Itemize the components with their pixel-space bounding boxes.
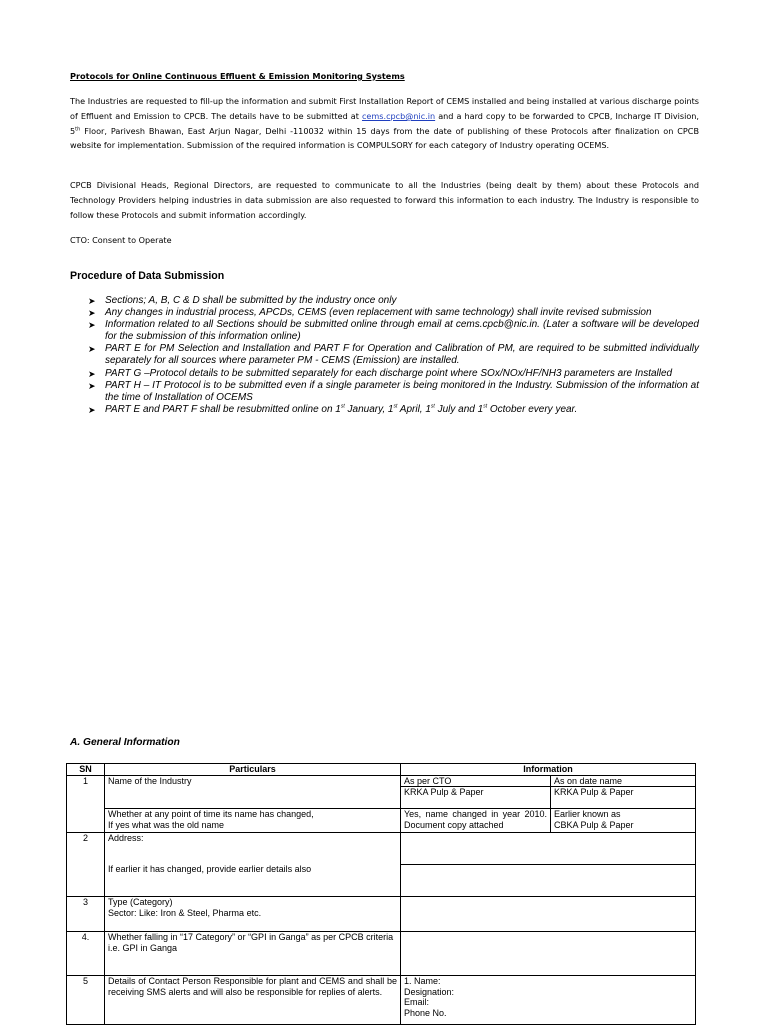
particular-cell: Name of the Industry	[105, 775, 401, 809]
arrow-bullet-icon: ➤	[88, 320, 96, 331]
info-cell	[401, 976, 696, 1025]
bullet-text: PART E and PART F shall be resubmitted online on 1	[105, 403, 341, 415]
info-cell: As per CTO	[401, 775, 551, 787]
column-header-information: Information	[401, 764, 696, 776]
arrow-bullet-icon: ➤	[88, 368, 96, 379]
list-item	[88, 319, 699, 343]
info-cell: As on date name	[551, 775, 696, 787]
table-row	[67, 864, 696, 897]
particular-cell	[105, 932, 401, 976]
table-row	[67, 976, 696, 1025]
info-text: Earlier known as	[554, 809, 621, 820]
particular-text: Whether at any point of time its name has changed,	[108, 809, 314, 820]
info-text: Email:	[404, 997, 430, 1008]
protocols-heading: Protocols for Online Continuous Effluent & Emission Monitoring Systems	[70, 71, 405, 81]
table-row	[67, 775, 696, 787]
date-superscript: st	[483, 403, 488, 410]
divisional-heads-paragraph: CPCB Divisional Heads, Regional Directors, are requested to communicate to all the Industries (being dealt by them) about these Protocols and Technology Providers helping industries in data submission are also requested to forward this information to each industry. The Industry is responsible to follow these Protocols and submit information accordingly.	[70, 180, 699, 220]
info-cell	[401, 897, 696, 932]
table-row	[67, 932, 696, 976]
row-sn: 2	[67, 833, 105, 897]
intro-text-1: The Industries are requested to fill-up the information and submit First Installation Report of CEMS installed and being installed at various discharge points of Effluent and Emission to CPCB. The details have to be submitted at	[70, 96, 699, 121]
particular-text: Whether falling in “17 Category” or “GPI in Ganga” as per CPCB criteria	[108, 932, 394, 943]
particular-cell	[105, 897, 401, 932]
general-information-title: A. General Information	[70, 737, 180, 748]
cto-definition: CTO: Consent to Operate	[70, 235, 172, 245]
floor-superscript: th	[75, 125, 81, 132]
cems-email-link[interactable]: cems.cpcb@nic.in	[361, 110, 436, 121]
row-sn: 3	[67, 897, 105, 932]
particular-cell: If earlier it has changed, provide earlier details also	[105, 864, 401, 897]
bullet-text: Any changes in industrial process, APCDs, CEMS (even replacement with same technology) shall invite revised submission	[105, 307, 652, 319]
info-text: CBKA Pulp & Paper	[554, 819, 634, 830]
particular-text: i.e. GPI in Ganga	[108, 942, 178, 953]
column-header-particulars: Particulars	[105, 764, 401, 776]
bullet-text: April, 1	[397, 403, 431, 415]
particular-cell	[105, 809, 401, 833]
info-cell	[401, 864, 696, 897]
arrow-bullet-icon: ➤	[88, 308, 96, 319]
bullet-text: PART G –Protocol details to be submitted separately for each discharge point where SOx/NOx/HF/NH3 parameters are Installed	[105, 367, 673, 379]
table-row	[67, 833, 696, 865]
bullet-text: PART E for PM Selection and Installation and PART F for Operation and Calibration of PM, are required to be submitted individually separately for all sources where parameter PM - CEMS (Emission) are installed.	[105, 343, 699, 367]
arrow-bullet-icon: ➤	[88, 380, 96, 391]
intro-text-2: and a hard copy to be forwarded to CPCB, Incharge IT Division, 5	[70, 110, 699, 136]
bullet-text: July and 1	[434, 403, 484, 415]
general-information-table	[66, 763, 696, 1025]
arrow-bullet-icon: ➤	[88, 404, 96, 415]
table-row	[67, 897, 696, 932]
list-item	[88, 380, 699, 404]
table-header-row	[67, 764, 696, 776]
bullet-text: October every year.	[487, 403, 578, 415]
particular-text: Type (Category)	[108, 897, 173, 908]
info-cell: Yes, name changed in year 2010. Document copy attached	[401, 809, 551, 833]
bullet-text: PART H – IT Protocol is to be submitted even if a single parameter is being monitored in the Industry. Submission of the information at the time of Installation of OCEMS	[105, 379, 699, 403]
info-cell	[401, 833, 696, 865]
column-header-sn: SN	[67, 764, 105, 776]
procedure-title: Procedure of Data Submission	[70, 270, 225, 282]
bullet-text: Information related to all Sections should be submitted online through email at	[105, 319, 456, 331]
particular-cell: Details of Contact Person Responsible for plant and CEMS and shall be receiving SMS alerts and will also be responsible for replies of alerts.	[105, 976, 401, 1025]
bullet-text: January, 1	[344, 403, 394, 415]
particular-text: If yes what was the old name	[108, 819, 225, 830]
date-superscript: st	[393, 403, 398, 410]
row-sn: 1	[67, 775, 105, 833]
date-superscript: st	[340, 403, 345, 410]
arrow-bullet-icon: ➤	[88, 344, 96, 355]
intro-paragraph	[70, 94, 699, 153]
arrow-bullet-icon: ➤	[88, 296, 96, 306]
info-text: 1. Name:	[404, 976, 441, 987]
info-cell	[401, 932, 696, 976]
info-text: Phone No.	[404, 1007, 447, 1018]
table-row	[67, 809, 696, 833]
bullet-text: Sections; A, B, C & D shall be submitted by the industry once only	[105, 295, 397, 306]
info-cell: KRKA Pulp & Paper	[401, 787, 551, 809]
row-sn: 5	[67, 976, 105, 1025]
particular-text: Sector: Like: Iron & Steel, Pharma etc.	[108, 907, 262, 918]
list-item	[88, 295, 699, 307]
cems-email-link[interactable]: cems.cpcb@nic.in	[455, 319, 538, 331]
list-item	[88, 343, 699, 367]
intro-text-3: Floor, Parivesh Bhawan, East Arjun Nagar, Delhi -110032 within 15 days from the date of publishing of these Protocols after finalization on CPCB website for implementation. Submission of the required information is COMPULSORY for each category of Industry operating OCEMS.	[70, 125, 699, 151]
bullet-text: . (Later a software will be developed for the submission of this information online)	[105, 319, 699, 343]
list-item	[88, 404, 699, 416]
date-superscript: st	[430, 403, 435, 410]
info-text: Designation:	[404, 986, 455, 997]
row-sn: 4.	[67, 932, 105, 976]
info-cell	[551, 809, 696, 833]
list-item	[88, 368, 699, 380]
list-item	[88, 307, 699, 319]
procedure-list	[88, 295, 699, 416]
particular-cell: Address:	[105, 833, 401, 865]
info-cell: KRKA Pulp & Paper	[551, 787, 696, 809]
